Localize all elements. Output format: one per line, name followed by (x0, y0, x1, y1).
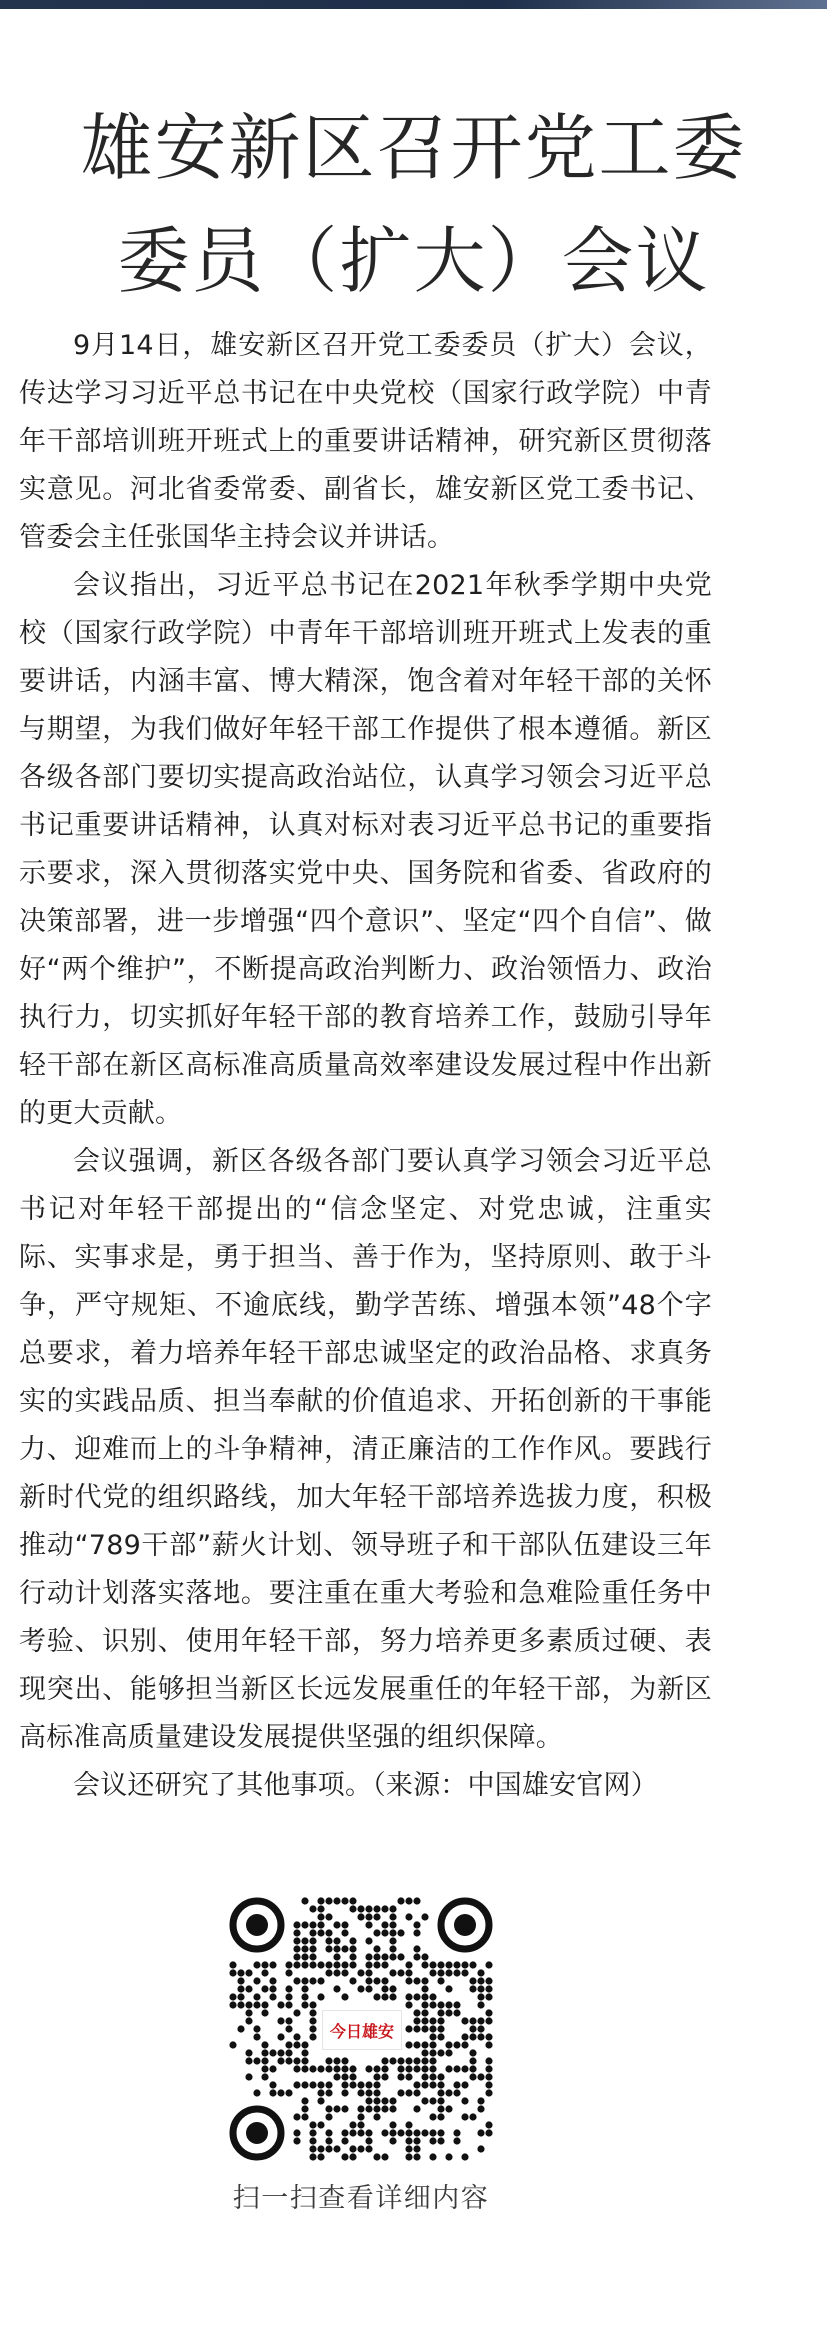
qr-finder-dot-1 (246, 1914, 268, 1936)
article-paragraph-2: 会议指出，习近平总书记在2021年秋季学期中央党校（国家行政学院）中青年干部培训班开班式上发表的重要讲话，内涵丰富、博大精深，饱含着对年轻干部的关怀与期望，为我们做好年轻干部工作提供了根本遵循。新区各级各部门要切实提高政治站位，认真学习领会习近平总书记重要讲话精神，认真对标对表习近平总书记的重要指示要求，深入贯彻落实党中央、国务院和省委、省政府的决策部署，进一步增强“四个意识”、坚定“四个自信”、做好“两个维护”，不断提高政治判断力、政治领悟力、政治执行力，切实抓好年轻干部的教育培养工作，鼓励引导年轻干部在新区高标准高质量高效率建设发展过程中作出新的更大贡献。 (19, 570, 712, 1129)
qr-finder-dot-2 (454, 1914, 476, 1936)
qr-finder-dot-3 (246, 2122, 268, 2144)
article-paragraph-3: 会议强调，新区各级各部门要认真学习领会习近平总书记对年轻干部提出的“信念坚定、对党忠诚，注重实际、实事求是，勇于担当、善于作为，坚持原则、敢于斗争，严守规矩、不逾底线，勤学苦练、增强本领”48个字总要求，着力培养年轻干部忠诚坚定的政治品格、求真务实的实践品质、担当奉献的价值追求、开拓创新的干事能力、迎难而上的斗争精神，清正廉洁的工作作风。要践行新时代党的组织路线，加大年轻干部培养选拔力度，积极推动“789干部”薪火计划、领导班子和干部队伍建设三年行动计划落实落地。要注重在重大考验和急难险重任务中考验、识别、使用年轻干部，努力培养更多素质过硬、表现突出、能够担当新区长远发展重任的年轻干部，为新区高标准高质量建设发展提供坚强的组织保障。 (19, 1146, 712, 1753)
qr-caption: 扫一扫查看详细内容 (232, 2183, 490, 2214)
title-line-1: 雄安新区召开党工委 (80, 106, 747, 190)
qr-code (229, 1897, 493, 2161)
title-line-2: 委员（扩大）会议 (117, 219, 710, 303)
top-accent-bar (0, 0, 827, 9)
article-paragraph-4: 会议还研究了其他事项。（来源：中国雄安官网） (73, 1770, 658, 1801)
article-paragraph-1: 9月14日，雄安新区召开党工委委员（扩大）会议，传达学习习近平总书记在中央党校（国家行政学院）中青年干部培训班开班式上的重要讲话精神，研究新区贯彻落实意见。河北省委常委、副省长，雄安新区党工委书记、管委会主任张国华主持会议并讲话。 (19, 330, 712, 553)
article-body (19, 322, 712, 1810)
qr-logo: 今日雄安 (322, 2010, 402, 2050)
page-title (0, 92, 827, 318)
